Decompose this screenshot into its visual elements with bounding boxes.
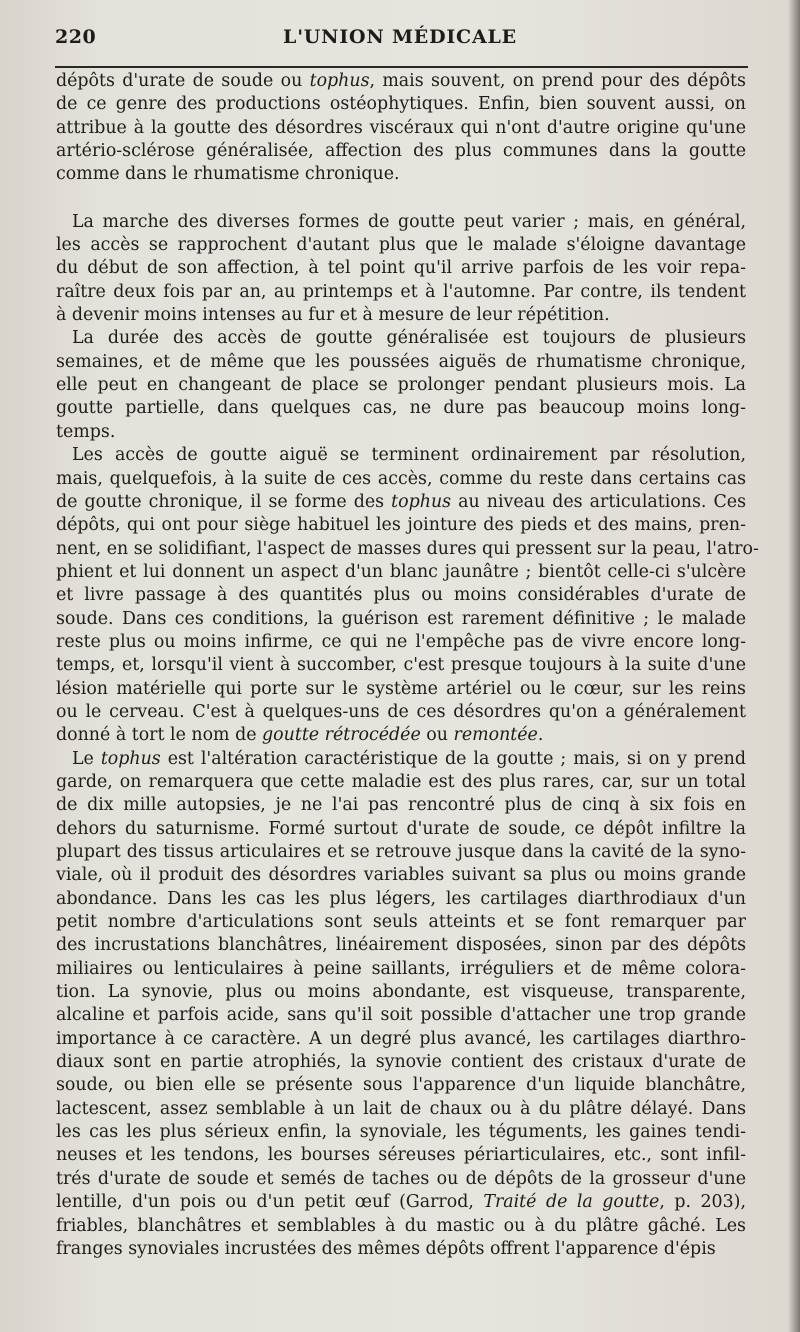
text-line: lésion matérielle qui porte sur le système artériel ou le cœur, sur les reins xyxy=(56,678,746,699)
text-line: franges synoviales incrustées des mêmes dépôts offrent l'apparence d'épis xyxy=(56,1238,716,1259)
text-line: goutte partielle, dans quelques cas, ne dure pas beaucoup moins long- xyxy=(56,398,746,419)
text-line: nent, en se solidifiant, l'aspect de masses dures qui pressent sur la peau, l'atro- xyxy=(56,538,759,559)
text-line: soude. Dans ces conditions, la guérison est rarement définitive ; le malade xyxy=(56,608,746,629)
text-line: de dix mille autopsies, je ne l'ai pas rencontré plus de cinq à six fois en xyxy=(56,795,746,816)
text-line: temps, et, lorsqu'il vient à succomber, c'est presque toujours à la suite d'une xyxy=(56,655,746,676)
paragraph xyxy=(56,70,746,187)
header-rule xyxy=(55,66,748,68)
text-line: dépôts d'urate de soude ou tophus, mais souvent, on prend pour des dépôts xyxy=(56,71,746,91)
text-line: artério-sclérose généralisée, affection des plus communes dans la goutte xyxy=(56,141,746,162)
text-line: à devenir moins intenses au fur et à mesure de leur répétition. xyxy=(56,305,610,326)
text-line: du début de son affection, à tel point qu'il arrive parfois de les voir repa- xyxy=(56,258,746,279)
text-line: diaux sont en partie atrophiés, la synovie contient des cristaux d'urate de xyxy=(56,1052,746,1073)
text-line: de goutte chronique, il se forme des tophus au niveau des articulations. Ces xyxy=(56,491,746,512)
page-header xyxy=(55,26,745,56)
text-line: comme dans le rhumatisme chronique. xyxy=(56,164,400,185)
text-line: abondance. Dans les cas les plus légers, les cartilages diarthrodiaux d'un xyxy=(56,888,746,909)
paragraph xyxy=(56,211,746,328)
text-line: neuses et les tendons, les bourses séreuses périarticulaires, etc., sont infil- xyxy=(56,1145,746,1166)
body-text xyxy=(56,70,759,1261)
running-title: L'UNION MÉDICALE xyxy=(283,26,517,48)
page-number: 220 xyxy=(55,26,97,48)
text-line: plupart des tissus articulaires et se retrouve jusque dans la cavité de la syno- xyxy=(56,842,746,862)
text-line: reste plus ou moins infirme, ce qui ne l'empêche pas de vivre encore long- xyxy=(56,631,746,652)
text-line: phient et lui donnent un aspect d'un blanc jaunâtre ; bientôt celle-ci s'ulcère xyxy=(56,561,746,582)
text-line: et livre passage à des quantités plus ou moins considérables d'urate de xyxy=(56,585,746,606)
text-line: tion. La synovie, plus ou moins abondante, est visqueuse, transparente, xyxy=(56,982,746,1003)
text-line: des incrustations blanchâtres, linéairement disposées, sinon par des dépôts xyxy=(56,935,746,956)
text-line: lentille, d'un pois ou d'un petit œuf (Garrod, Traité de la goutte, p. 203), xyxy=(56,1192,746,1213)
text-line: elle peut en changeant de place se prolonger pendant plusieurs mois. La xyxy=(56,375,746,396)
paragraph xyxy=(56,444,759,747)
text-line: soude, ou bien elle se présente sous l'apparence d'un liquide blanchâtre, xyxy=(56,1075,746,1096)
paragraph xyxy=(56,327,746,444)
text-line: les accès se rapprochent d'autant plus que le malade s'éloigne davantage xyxy=(56,235,746,256)
text-line: viale, où il produit des désordres variables suivant sa plus ou moins grande xyxy=(56,865,746,886)
text-line: trés d'urate de soude et semés de taches ou de dépôts de la grosseur d'une xyxy=(56,1168,746,1189)
text-line: garde, on remarquera que cette maladie est des plus rares, car, sur un total xyxy=(56,771,746,792)
text-line: Les accès de goutte aiguë se terminent ordinairement par résolution, xyxy=(72,445,746,466)
text-line: La durée des accès de goutte généralisée est toujours de plusieurs xyxy=(72,328,746,349)
text-line: attribue à la goutte des désordres viscéraux qui n'ont d'autre origine qu'une xyxy=(56,117,746,138)
text-line: de ce genre des productions ostéophytiques. Enfin, bien souvent aussi, on xyxy=(56,94,746,115)
text-line: lactescent, assez semblable à un lait de chaux ou à du plâtre délayé. Dans xyxy=(56,1098,746,1119)
text-line: La marche des diverses formes de goutte peut varier ; mais, en général, xyxy=(72,211,746,232)
text-line: raître deux fois par an, au printemps et à l'automne. Par contre, ils tendent xyxy=(56,281,746,302)
text-line: ou le cerveau. C'est à quelques-uns de ces désordres qu'on a généralement xyxy=(56,701,746,722)
text-line: donné à tort le nom de goutte rétrocédée ou remontée. xyxy=(56,725,544,746)
text-line: mais, quelquefois, à la suite de ces accès, comme du reste dans certains cas xyxy=(56,468,746,489)
text-line: temps. xyxy=(56,421,116,442)
paragraph xyxy=(56,748,746,1262)
text-line: les cas les plus sérieux enfin, la synoviale, les téguments, les gaines tendi- xyxy=(56,1122,746,1143)
text-line: importance à ce caractère. A un degré plus avancé, les cartilages diarthro- xyxy=(56,1028,746,1049)
text-line: semaines, et de même que les poussées aiguës de rhumatisme chronique, xyxy=(56,351,746,372)
text-line: friables, blanchâtres et semblables à du mastic ou à du plâtre gâché. Les xyxy=(56,1215,746,1236)
text-line: dehors du saturnisme. Formé surtout d'urate de soude, ce dépôt infiltre la xyxy=(56,818,746,839)
text-line: petit nombre d'articulations sont seuls atteints et se font remarquer par xyxy=(56,912,746,933)
text-line: dépôts, qui ont pour siège habituel les jointure des pieds et des mains, pren- xyxy=(56,515,746,536)
text-line: Le tophus est l'altération caractéristique de la goutte ; mais, si on y prend xyxy=(72,748,746,769)
paragraph-gap xyxy=(56,187,746,211)
text-line: miliaires ou lenticulaires à peine saillants, irréguliers et de même colora- xyxy=(56,958,746,979)
text-line: alcaline et parfois acide, sans qu'il soit possible d'attacher une trop grande xyxy=(56,1005,746,1026)
page-edge-shadow xyxy=(788,0,800,1332)
